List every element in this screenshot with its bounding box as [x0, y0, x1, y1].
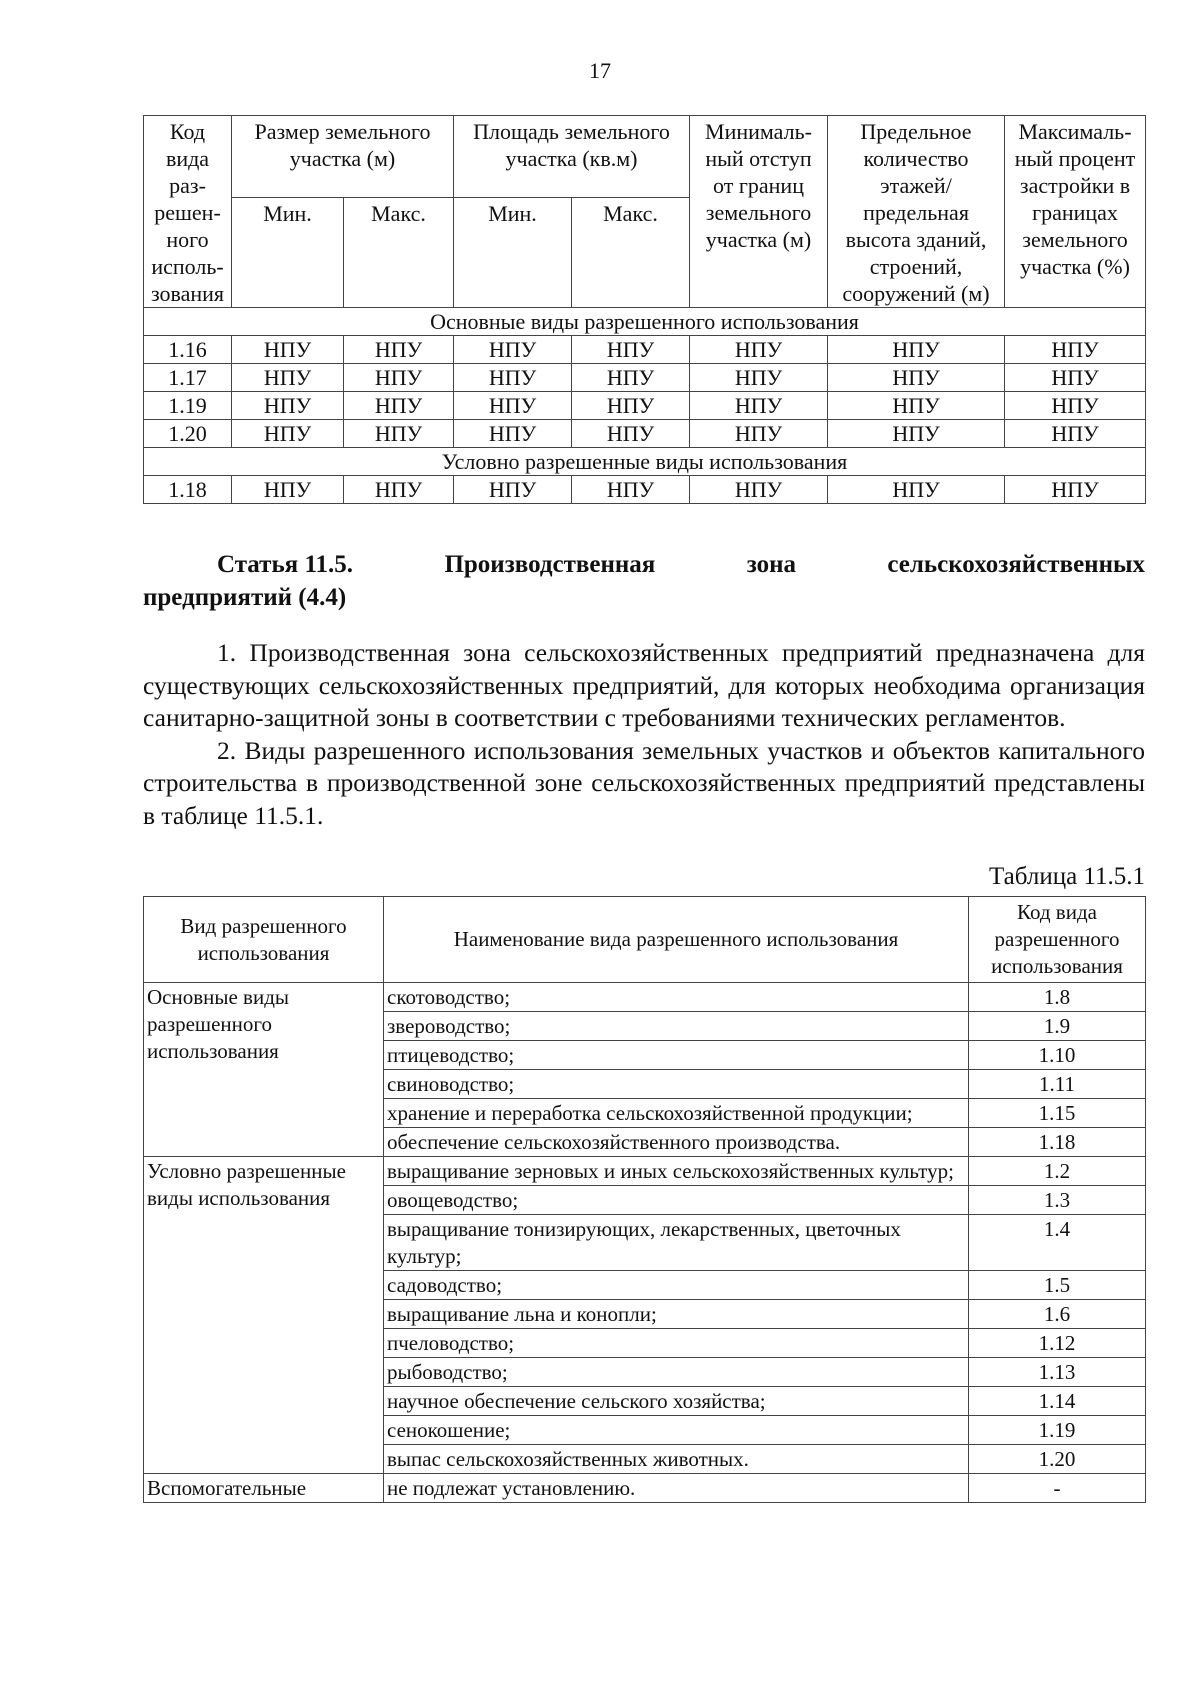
header-area-max: Макс. — [572, 198, 690, 308]
header-use-code: Код вида разрешенного использования — [969, 897, 1146, 983]
value-cell: НПУ — [690, 420, 828, 448]
value-cell: НПУ — [690, 392, 828, 420]
use-code-cell: 1.3 — [969, 1186, 1146, 1215]
use-name-cell: выпас сельскохозяйственных животных. — [384, 1445, 969, 1474]
table-row — [144, 392, 1146, 420]
value-cell: НПУ — [690, 336, 828, 364]
header-use-type: Вид разрешенного использования — [144, 897, 384, 983]
value-cell: НПУ — [828, 420, 1005, 448]
use-code-cell: 1.9 — [969, 1012, 1146, 1041]
use-group-label: Основные виды разрешенного использования — [144, 983, 384, 1157]
use-group-label: Условно разрешенные виды использования — [144, 1157, 384, 1474]
use-code-cell: 1.11 — [969, 1070, 1146, 1099]
value-cell: НПУ — [1005, 364, 1146, 392]
use-code-cell: 1.12 — [969, 1329, 1146, 1358]
use-name-cell: звероводство; — [384, 1012, 969, 1041]
use-code-cell: 1.20 — [969, 1445, 1146, 1474]
code-cell: 1.20 — [144, 420, 232, 448]
value-cell: НПУ — [232, 392, 344, 420]
use-name-cell: научное обеспечение сельского хозяйства; — [384, 1387, 969, 1416]
use-code-cell: 1.18 — [969, 1128, 1146, 1157]
code-cell: 1.19 — [144, 392, 232, 420]
use-group-label: Вспомогательные — [144, 1474, 384, 1503]
value-cell: НПУ — [454, 364, 572, 392]
value-cell: НПУ — [232, 336, 344, 364]
value-cell: НПУ — [344, 392, 454, 420]
table-row — [144, 476, 1146, 504]
article-heading — [143, 548, 1145, 614]
use-code-cell: 1.6 — [969, 1300, 1146, 1329]
header-area-min: Мин. — [454, 198, 572, 308]
use-name-cell: рыбоводство; — [384, 1358, 969, 1387]
code-cell: 1.18 — [144, 476, 232, 504]
article-title-word-3: сельскохозяйственных — [887, 551, 1145, 578]
value-cell: НПУ — [344, 476, 454, 504]
use-code-cell: 1.19 — [969, 1416, 1146, 1445]
header-size-min: Мин. — [232, 198, 344, 308]
value-cell: НПУ — [344, 336, 454, 364]
zone-parameters-table — [143, 115, 1146, 504]
value-cell: НПУ — [1005, 392, 1146, 420]
value-cell: НПУ — [690, 476, 828, 504]
use-name-cell: пчеловодство; — [384, 1329, 969, 1358]
value-cell: НПУ — [828, 476, 1005, 504]
use-name-cell: не подлежат установлению. — [384, 1474, 969, 1503]
article-title-word-2: зона — [746, 551, 796, 578]
header-percent: Максималь-ный процент застройки в границах земельного участка (%) — [1005, 116, 1146, 308]
use-code-cell: 1.5 — [969, 1271, 1146, 1300]
article-title-word-1: Производственная — [444, 551, 656, 578]
use-code-cell: 1.4 — [969, 1215, 1146, 1271]
value-cell: НПУ — [1005, 476, 1146, 504]
header-area: Площадь земельного участка (кв.м) — [454, 116, 690, 198]
use-name-cell: птицеводство; — [384, 1041, 969, 1070]
value-cell: НПУ — [232, 420, 344, 448]
value-cell: НПУ — [344, 420, 454, 448]
value-cell: НПУ — [1005, 336, 1146, 364]
value-cell: НПУ — [690, 364, 828, 392]
table-row — [144, 1474, 1146, 1503]
table-row — [144, 983, 1146, 1012]
section-main: Основные виды разрешенного использования — [144, 308, 1146, 336]
use-code-cell: - — [969, 1474, 1146, 1503]
use-name-cell: выращивание зерновых и иных сельскохозяйственных культур; — [384, 1157, 969, 1186]
value-cell: НПУ — [232, 476, 344, 504]
table-row — [144, 364, 1146, 392]
code-cell: 1.16 — [144, 336, 232, 364]
use-code-cell: 1.13 — [969, 1358, 1146, 1387]
header-setback: Минималь-ный отступ от границ земельного участка (м) — [690, 116, 828, 308]
article-body — [143, 637, 1145, 832]
value-cell: НПУ — [572, 392, 690, 420]
value-cell: НПУ — [572, 364, 690, 392]
header-size: Размер земельного участка (м) — [232, 116, 454, 198]
use-name-cell: скотоводство; — [384, 983, 969, 1012]
value-cell: НПУ — [572, 476, 690, 504]
value-cell: НПУ — [454, 392, 572, 420]
use-name-cell: сенокошение; — [384, 1416, 969, 1445]
value-cell: НПУ — [344, 364, 454, 392]
use-name-cell: свиноводство; — [384, 1070, 969, 1099]
use-code-cell: 1.15 — [969, 1099, 1146, 1128]
header-use-name: Наименование вида разрешенного использования — [384, 897, 969, 983]
use-name-cell: выращивание тонизирующих, лекарственных, цветочных культур; — [384, 1215, 969, 1271]
use-name-cell: выращивание льна и конопли; — [384, 1300, 969, 1329]
use-code-cell: 1.2 — [969, 1157, 1146, 1186]
value-cell: НПУ — [828, 336, 1005, 364]
header-code: Код вида раз-решен-ного исполь-зования — [144, 116, 232, 308]
table-row — [144, 1157, 1146, 1186]
permitted-use-table — [143, 896, 1146, 1503]
value-cell: НПУ — [1005, 420, 1146, 448]
use-name-cell: хранение и переработка сельскохозяйственной продукции; — [384, 1099, 969, 1128]
article-title-line-2: предприятий (4.4) — [143, 584, 347, 611]
header-size-max: Макс. — [344, 198, 454, 308]
page-number: 17 — [589, 58, 611, 83]
value-cell: НПУ — [454, 476, 572, 504]
table-row — [144, 420, 1146, 448]
value-cell: НПУ — [828, 364, 1005, 392]
header-floors: Предельное количество этажей/ предельная высота зданий, строений, сооружений (м) — [828, 116, 1005, 308]
article-number: Статья 11.5. — [217, 551, 354, 578]
value-cell: НПУ — [232, 364, 344, 392]
use-name-cell: обеспечение сельскохозяйственного производства. — [384, 1128, 969, 1157]
table-row — [144, 336, 1146, 364]
value-cell: НПУ — [454, 336, 572, 364]
value-cell: НПУ — [454, 420, 572, 448]
paragraph-2: 2. Виды разрешенного использования земельных участков и объектов капитального строительства в производственной зоне сельскохозяйственных предприятий представлены в таблице 11.5.1. — [143, 735, 1145, 830]
code-cell: 1.17 — [144, 364, 232, 392]
table-caption: Таблица 11.5.1 — [989, 863, 1145, 890]
use-code-cell: 1.10 — [969, 1041, 1146, 1070]
value-cell: НПУ — [572, 336, 690, 364]
paragraph-1: 1. Производственная зона сельскохозяйственных предприятий предназначена для существующих сельскохозяйственных предприятий, для которых необходима организация санитарно-защитной зоны в соответствии с требованиями технических регламентов. — [143, 638, 1145, 732]
value-cell: НПУ — [572, 420, 690, 448]
use-name-cell: овощеводство; — [384, 1186, 969, 1215]
value-cell: НПУ — [828, 392, 1005, 420]
use-name-cell: садоводство; — [384, 1271, 969, 1300]
section-conditional: Условно разрешенные виды использования — [144, 448, 1146, 476]
use-code-cell: 1.14 — [969, 1387, 1146, 1416]
use-code-cell: 1.8 — [969, 983, 1146, 1012]
